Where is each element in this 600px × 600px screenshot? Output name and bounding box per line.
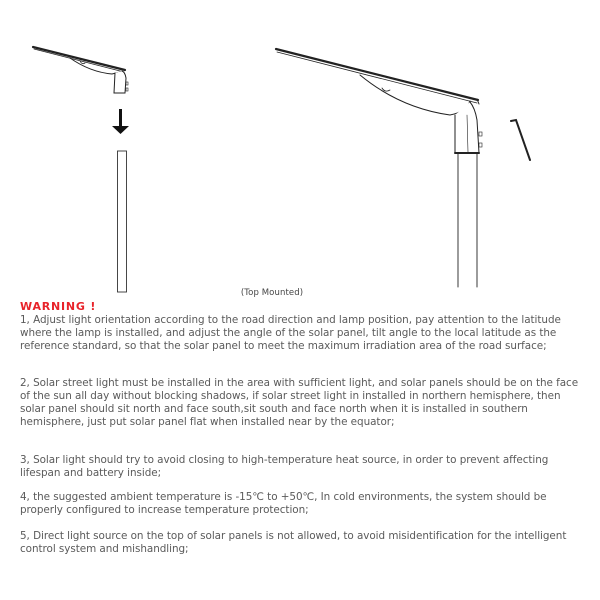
caption-text: (Top Mounted)	[240, 288, 304, 298]
down-arrow-icon	[112, 109, 129, 134]
lamp-head-detached	[33, 47, 128, 93]
warning-item-2: 2, Solar street light must be installed in the area with sufficient light, and solar panels should be on the face of the sun all day without blocking shadows, if solar street light in installed in northern hemisphere, then solar panel should sit north and face south,sit south and face north when it is installed in southern hemisphere, just put solar panel flat when installed near by the equator;	[20, 377, 579, 428]
hex-key-icon	[511, 120, 530, 160]
warning-item-5: 5, Direct light source on the top of solar panels is not allowed, to avoid misidentification for the intelligent control system and mishandling;	[20, 530, 567, 555]
warning-item-1: 1, Adjust light orientation according to the road direction and lamp position, pay attention to the latitude where the lamp is installed, and adjust the angle of the solar panel, tilt angle to the local latitude as the reference standard, so that the solar panel to meet the maximum irradiation area of the road surface;	[20, 314, 561, 352]
pole-detached	[118, 151, 127, 292]
warning-item-3: 3, Solar light should try to avoid closing to high-temperature heat source, in order to prevent affecting lifespan and battery inside;	[20, 454, 549, 479]
warning-item-4: 4, the suggested ambient temperature is -15℃ to +50℃, In cold environments, the system should be properly configured to increase temperature protection;	[20, 491, 547, 516]
warning-title: WARNING !	[20, 300, 97, 313]
assembled-light	[276, 49, 482, 287]
figure-caption	[0, 288, 600, 298]
